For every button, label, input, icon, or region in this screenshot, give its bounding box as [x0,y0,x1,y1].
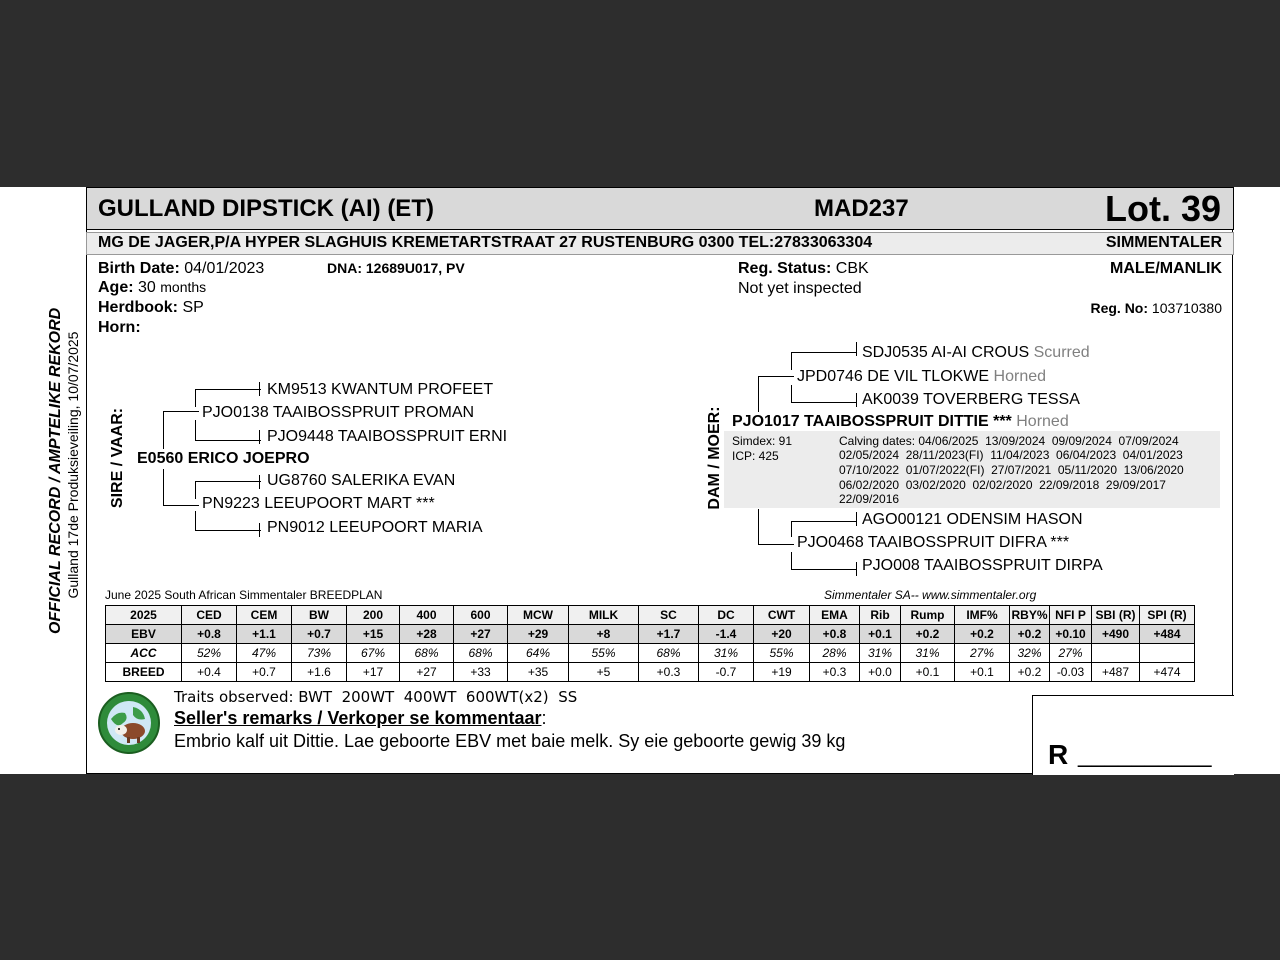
dam-icp: ICP: 425 [732,449,779,463]
ebv-cell: +0.3 [639,663,699,682]
ebv-cell: 55% [754,644,810,663]
ebv-cell: 52% [182,644,237,663]
seller-remarks-title: Seller's remarks / Verkoper se kommentaar: [174,708,547,728]
ebv-cell: +27 [400,663,454,682]
ebv-header-cell: MILK [569,606,639,625]
ebv-cell: +29 [508,625,569,644]
sire-sire: PJO0138 TAAIBOSSPRUIT PROMAN [202,404,475,421]
ebv-cell: +1.6 [292,663,347,682]
reg-status: Reg. Status: CBK [738,260,869,277]
dam-sire-dam: AK0039 TOVERBERG TESSA [862,391,1080,408]
ebv-cell: +0.0 [860,663,901,682]
reg-number: Reg. No: 103710380 [1090,300,1222,316]
horn-label: Horn: [98,319,141,336]
sire-sire-dam: PJO9448 TAAIBOSSPRUIT ERNI [267,428,508,445]
lot-number: Lot. 39 [1104,188,1221,229]
ebv-header-cell: MCW [508,606,569,625]
ebv-cell: 67% [347,644,400,663]
ebv-cell: +0.7 [237,663,292,682]
breedplan-title: June 2025 South African Simmentaler BREEDPLAN [105,588,383,602]
ebv-table [105,605,1195,682]
ebv-cell: 73% [292,644,347,663]
dam-simdex: Simdex: 91 [732,434,793,448]
calving-dates-4: 06/02/2020 03/02/2020 02/02/2020 22/09/2018 29/09/2017 [839,478,1166,492]
ebv-cell: +0.3 [810,663,860,682]
ebv-header-cell: 600 [454,606,508,625]
ebv-row [106,663,1195,682]
dna-info: DNA: 12689U017, PV [327,260,465,276]
ebv-cell: +1.1 [237,625,292,644]
ebv-cell: EBV [106,625,182,644]
ebv-header-row [106,606,1195,625]
ebv-cell: +20 [754,625,810,644]
traits-observed: Traits observed: BWT 200WT 400WT 600WT(x2) SS [174,688,578,706]
ebv-cell: BREED [106,663,182,682]
ebv-cell: 27% [955,644,1010,663]
ebv-cell: +0.4 [182,663,237,682]
ebv-cell: +28 [400,625,454,644]
sire-dam-dam: PN9012 LEEUPOORT MARIA [267,519,483,536]
sire-dam-sire: UG8760 SALERIKA EVAN [267,472,456,489]
ebv-header-cell: IMF% [955,606,1010,625]
record-card-sheet [0,187,1280,774]
r-line: __________ [1078,741,1212,768]
seller-remarks-text: Embrio kalf uit Dittie. Lae geboorte EBV met baie melk. Sy eie geboorte gewig 39 kg [174,731,846,751]
birth-date: Birth Date: 04/01/2023 [98,260,265,277]
breed-name: SIMMENTALER [1105,234,1222,251]
ebv-cell: 68% [400,644,454,663]
ebv-header-cell: CED [182,606,237,625]
dam-label-vertical: DAM / MOER: [706,406,723,510]
ebv-header-cell: SBI (R) [1092,606,1140,625]
animal-name: GULLAND DIPSTICK (AI) (ET) [98,195,434,222]
calving-dates-2: 02/05/2024 28/11/2023(FI) 11/04/2023 06/04/2023 04/01/2023 [839,448,1183,462]
ebv-cell: 47% [237,644,292,663]
ebv-header-cell: BW [292,606,347,625]
ebv-cell: +0.1 [901,663,955,682]
sale-name-vertical: Gulland 17de Produksieveiling, 10/07/2025 [65,331,81,599]
ebv-cell: +27 [454,625,508,644]
ebv-cell: +0.8 [182,625,237,644]
inspection-status: Not yet inspected [738,280,862,297]
ebv-cell: +487 [1092,663,1140,682]
ebv-cell: +484 [1140,625,1195,644]
animal-code: MAD237 [814,195,909,222]
ebv-header-cell: Rib [860,606,901,625]
ebv-cell: +15 [347,625,400,644]
ebv-header-cell: SPI (R) [1140,606,1195,625]
ebv-cell: 64% [508,644,569,663]
ebv-cell: -0.7 [699,663,754,682]
ebv-cell: +0.7 [292,625,347,644]
ebv-cell: +0.1 [860,625,901,644]
breedplan-source: Simmentaler SA-- www.simmentaler.org [824,588,1037,602]
ebv-row [106,625,1195,644]
ebv-cell: +0.2 [955,625,1010,644]
dam-dam-sire: AGO00121 ODENSIM HASON [862,511,1083,528]
ebv-cell: +0.8 [810,625,860,644]
ebv-cell: +0.2 [901,625,955,644]
ebv-header-cell: CEM [237,606,292,625]
ebv-cell: +5 [569,663,639,682]
r-label: R [1048,739,1069,770]
ebv-cell: 28% [810,644,860,663]
ebv-row [106,644,1195,663]
ebv-header-cell: CWT [754,606,810,625]
ebv-cell: ACC [106,644,182,663]
simmentaler-logo-icon [97,691,161,755]
ebv-cell: +0.1 [955,663,1010,682]
ebv-header-cell: 400 [400,606,454,625]
ebv-cell: +490 [1092,625,1140,644]
ebv-cell: -1.4 [699,625,754,644]
ebv-cell: +19 [754,663,810,682]
sire-name: E0560 ERICO JOEPRO [137,450,310,467]
ebv-header-cell: Rump [901,606,955,625]
ebv-cell: +35 [508,663,569,682]
ebv-cell: 27% [1050,644,1092,663]
ebv-cell: +17 [347,663,400,682]
sire-label-vertical: SIRE / VAAR: [109,407,126,509]
herdbook: Herdbook: SP [98,299,204,316]
official-record-vertical: OFFICIAL RECORD / AMPTELIKE REKORD [47,307,64,634]
calving-dates-3: 07/10/2022 01/07/2022(FI) 27/07/2021 05/11/2020 13/06/2020 [839,463,1184,477]
ebv-cell: +1.7 [639,625,699,644]
ebv-cell: 31% [699,644,754,663]
ebv-header-cell: 2025 [106,606,182,625]
dam-dam: PJO0468 TAAIBOSSPRUIT DIFRA *** [797,534,1070,551]
sex: MALE/MANLIK [1110,260,1222,277]
age: Age: 30 months [98,279,207,296]
ebv-cell: +8 [569,625,639,644]
ebv-cell: +0.2 [1010,663,1050,682]
ebv-header-cell: 200 [347,606,400,625]
ebv-header-cell: NFI P [1050,606,1092,625]
dam-sire: JPD0746 DE VIL TLOKWE Horned [797,368,1047,385]
ebv-cell: +33 [454,663,508,682]
ebv-header-cell: SC [639,606,699,625]
ebv-cell: +474 [1140,663,1195,682]
calving-dates-5: 22/09/2016 [839,492,900,506]
dam-dam-dam: PJO008 TAAIBOSSPRUIT DIRPA [862,557,1103,574]
ebv-cell: 31% [901,644,955,663]
owner-address: MG DE JAGER,P/A HYPER SLAGHUIS KREMETARTSTRAAT 27 RUSTENBURG 0300 TEL:27833063304 [98,234,873,251]
ebv-cell: 32% [1010,644,1050,663]
calving-dates-1: Calving dates: 04/06/2025 13/09/2024 09/09/2024 07/09/2024 [839,434,1179,448]
sire-sire-sire: KM9513 KWANTUM PROFEET [267,381,494,398]
ebv-cell [1092,644,1140,663]
ebv-cell: 68% [639,644,699,663]
ebv-cell: +0.10 [1050,625,1092,644]
ebv-cell: 55% [569,644,639,663]
ebv-header-cell: DC [699,606,754,625]
ebv-cell: 68% [454,644,508,663]
ebv-cell: 31% [860,644,901,663]
dam-sire-sire: SDJ0535 AI-AI CROUS Scurred [862,344,1090,361]
ebv-cell [1140,644,1195,663]
sire-dam: PN9223 LEEUPOORT MART *** [202,495,435,512]
ebv-cell: +0.2 [1010,625,1050,644]
ebv-header-cell: EMA [810,606,860,625]
ebv-cell: -0.03 [1050,663,1092,682]
ebv-header-cell: RBY% [1010,606,1050,625]
dam-name: PJO1017 TAAIBOSSPRUIT DITTIE *** Horned [732,413,1069,430]
